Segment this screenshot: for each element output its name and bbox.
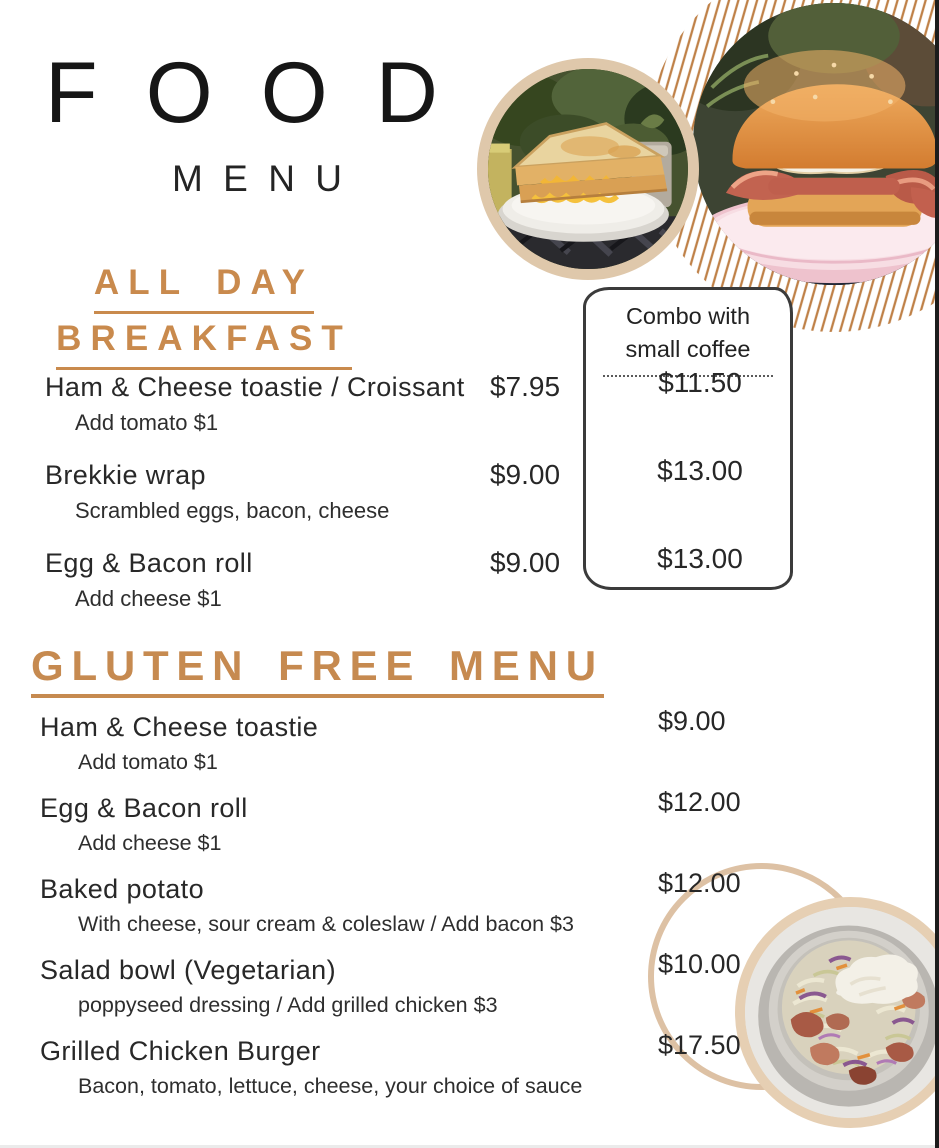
menu-item-row [40,706,860,775]
menu-item-price: $17.50 [658,1030,741,1060]
section-heading-all-day-breakfast [0,258,408,370]
menu-item-description: Add cheese $1 [78,831,222,855]
menu-item-description: Add tomato $1 [75,410,219,435]
menu-item-name: Grilled Chicken Burger [40,1036,321,1066]
menu-item-name: Ham & Cheese toastie [40,712,319,742]
heading-line: ALL DAY [94,258,314,314]
menu-item-row [45,455,805,524]
page-subtitle: MENU [172,158,363,199]
menu-item-row [45,367,805,436]
menu-item-row [40,787,860,856]
toastie-photo [477,58,699,280]
gluten-free-item-list [40,706,860,1115]
menu-item-combo-price: $13.00 [657,543,743,574]
menu-item-name: Egg & Bacon roll [40,793,248,823]
page-title: FOOD [45,45,487,141]
heading-line: BREAKFAST [56,314,352,370]
page-edge-right [935,0,939,1148]
menu-item-price: $12.00 [658,787,741,817]
menu-item-description: With cheese, sour cream & coleslaw / Add bacon $3 [78,912,574,936]
menu-item-description: Add tomato $1 [78,750,218,774]
menu-item-price: $7.95 [489,371,561,402]
menu-item-name: Brekkie wrap [45,460,206,490]
menu-item-price: $10.00 [658,949,741,979]
menu-item-description: poppyseed dressing / Add grilled chicken $3 [78,993,498,1017]
menu-item-price: $9.00 [658,706,726,736]
menu-item-row [40,949,860,1018]
menu-item-description: Bacon, tomato, lettuce, cheese, your choice of sauce [78,1074,583,1098]
menu-item-price: $9.00 [489,547,561,578]
menu-item-combo-price: $11.50 [658,367,742,398]
menu-item-description: Scrambled eggs, bacon, cheese [75,498,390,523]
menu-item-description: Add cheese $1 [75,586,222,611]
menu-item-combo-price: $13.00 [657,455,743,486]
breakfast-item-list [45,367,805,634]
menu-item-row [40,868,860,937]
section-heading-gluten-free: GLUTEN FREE MENU [31,642,604,698]
combo-box-header: Combo with small coffee [625,303,751,362]
menu-item-row [40,1030,860,1099]
menu-item-price: $12.00 [658,868,741,898]
menu-item-row [45,543,805,612]
menu-item-name: Ham & Cheese toastie / Croissant [45,372,465,402]
menu-item-price: $9.00 [489,459,561,490]
menu-item-name: Baked potato [40,874,204,904]
menu-item-name: Salad bowl (Vegetarian) [40,955,336,985]
menu-item-name: Egg & Bacon roll [45,548,253,578]
